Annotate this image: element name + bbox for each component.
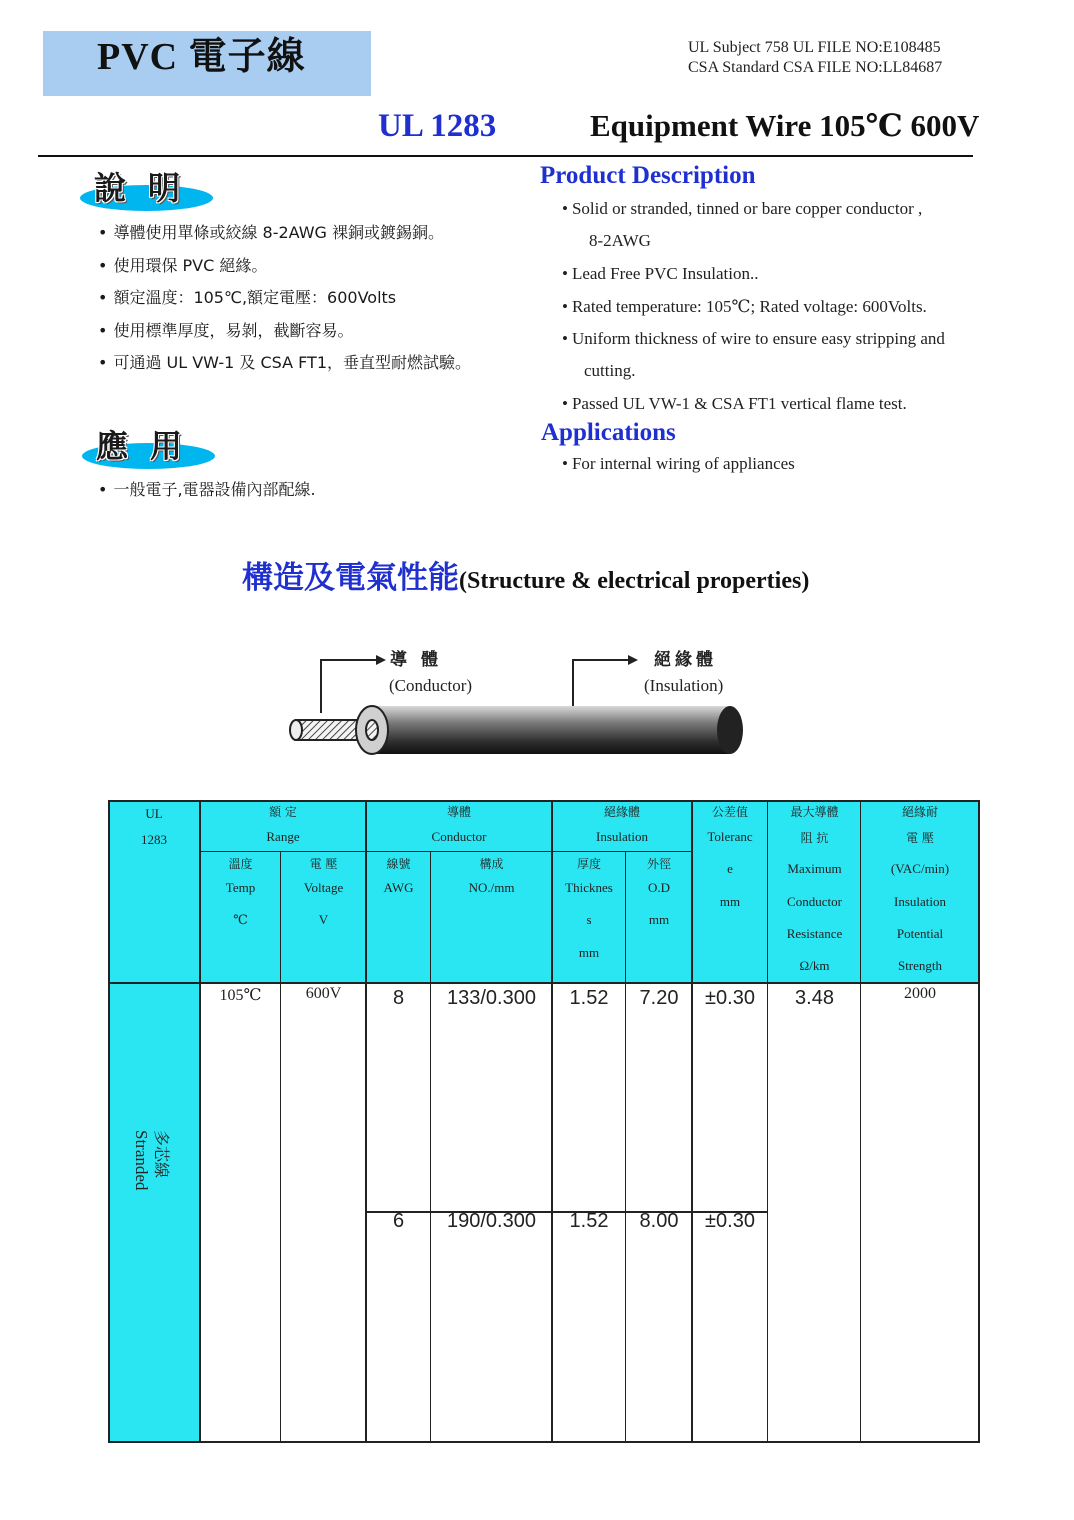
od-header-zh: 外徑 [646, 857, 671, 871]
table-divider [551, 800, 553, 1443]
list-item: • 可通過 UL VW-1 及 CSA FT1，垂直型耐燃試驗。 [98, 347, 471, 380]
insulation-label-en: (Insulation) [644, 676, 724, 695]
conductor-label-zh: 導體 [390, 650, 452, 670]
temp-value: 105℃ [219, 987, 262, 1004]
od-header-en: O.D [647, 880, 671, 895]
description-en-list [562, 388, 907, 421]
conductor-header-en: Conductor [431, 829, 487, 844]
awg-value: 8 [392, 987, 405, 1009]
temp-header-en: Temp [225, 880, 256, 895]
application-badge [82, 421, 215, 471]
rated-header-zh: 額 定 [269, 805, 297, 819]
resistance-header-zh: 最大導體 [790, 805, 839, 819]
voltage-header-en: Voltage [303, 880, 344, 895]
test-voltage-header-zh: 絕緣耐 [901, 805, 938, 819]
thickness-value: 1.52 [569, 987, 609, 1009]
list-item: • 導體使用單條或絞線 8-2AWG 裸銅或鍍錫銅。 [98, 217, 471, 250]
table-divider [430, 851, 431, 1443]
ul-file-number: UL Subject 758 UL FILE NO:E108485 [688, 39, 941, 56]
table-divider [199, 800, 201, 1443]
table-divider [625, 851, 626, 1443]
voltage-value: 600V [305, 985, 342, 1002]
tolerance-header-en: Toleranc [707, 829, 753, 844]
insulation-header-en: Insulation [596, 829, 648, 844]
csa-file-number: CSA Standard CSA FILE NO:LL84687 [688, 59, 943, 76]
product-description-heading: Product Description [540, 162, 756, 189]
description-en-list [562, 258, 945, 356]
list-item: • For internal wiring of appliances [562, 448, 795, 481]
thickness-header-zh: 厚度 [576, 857, 601, 871]
tolerance-value: ±0.30 [705, 1210, 755, 1232]
wire-type-zh: 多芯線 [152, 1130, 171, 1179]
list-item-continuation: cutting. [584, 361, 636, 380]
awg-header-en: AWG [383, 880, 414, 895]
application-zh-list [98, 474, 316, 507]
table-border [108, 800, 980, 802]
test-voltage-unit: (VAC/min) [890, 861, 950, 876]
test-voltage-header-en-3: Strength [897, 958, 943, 973]
list-item-continuation: 8-2AWG [589, 231, 651, 250]
test-voltage-header-en-2: Potential [896, 926, 944, 941]
title-box [43, 31, 371, 96]
ul-number: 1283 [141, 832, 167, 847]
badge-label: 應用 [96, 427, 205, 465]
structure-heading [242, 552, 809, 597]
insulation-label-zh: 絕緣體 [654, 650, 717, 670]
resistance-header-en-3: Resistance [786, 926, 843, 941]
thickness-value: 1.52 [569, 1210, 609, 1232]
composition-header-en: NO./mm [468, 880, 515, 895]
ul-number: UL 1283 [378, 108, 497, 144]
composition-value: 133/0.300 [447, 987, 536, 1009]
list-item: • Uniform thickness of wire to ensure easy stripping and [562, 323, 945, 356]
insulation-jacket [356, 706, 743, 754]
list-item: • Lead Free PVC Insulation.. [562, 258, 945, 291]
resistance-header-en: Maximum [787, 861, 842, 876]
wire-type-en: Stranded [132, 1130, 151, 1191]
table-divider [108, 982, 980, 984]
conductor-header-zh: 導體 [446, 805, 471, 819]
resistance-header-en-2: Conductor [787, 894, 842, 909]
table-divider [200, 851, 692, 852]
product-title: Equipment Wire 105℃ 600V [590, 108, 980, 143]
resistance-value: 3.48 [795, 987, 834, 1009]
thickness-header-en-2: s [586, 912, 592, 927]
wire-type-label [134, 1130, 174, 1280]
voltage-unit: V [318, 912, 329, 927]
resistance-header-zh-2: 阻 抗 [800, 831, 829, 845]
ul-label: UL [145, 806, 163, 821]
applications-heading: Applications [541, 419, 676, 446]
awg-header-zh: 線號 [386, 857, 411, 871]
od-unit: mm [648, 912, 670, 927]
insulation-header-zh: 絕緣體 [603, 805, 640, 819]
list-item: • 額定溫度：105℃,額定電壓：600Volts [98, 282, 471, 315]
list-item: • Rated temperature: 105℃; Rated voltage: 600Volts. [562, 291, 945, 324]
conductor-label-en: (Conductor) [389, 676, 473, 695]
voltage-header-zh: 電 壓 [309, 857, 338, 871]
thickness-header-en: Thicknes [565, 880, 613, 895]
thickness-unit: mm [578, 945, 600, 960]
description-badge [80, 163, 213, 213]
description-zh-list [98, 217, 471, 380]
structure-heading-en: (Structure & electrical properties) [459, 568, 810, 594]
tolerance-value: ±0.30 [705, 987, 755, 1009]
badge-label: 說明 [94, 169, 203, 207]
tolerance-unit: mm [719, 894, 741, 909]
table-divider [365, 800, 367, 1443]
structure-heading-zh: 構造及電氣性能 [242, 560, 459, 596]
awg-value: 6 [392, 1210, 405, 1232]
conductor-arrow [321, 655, 386, 713]
rated-header-en: Range [266, 829, 300, 844]
tolerance-header-en-2: e [727, 861, 733, 876]
od-value: 7.20 [639, 987, 679, 1009]
table-border [108, 800, 110, 1443]
list-item: • Solid or stranded, tinned or bare copper conductor , [562, 193, 922, 226]
table-border [108, 1441, 980, 1443]
temp-unit: ℃ [233, 912, 248, 927]
description-en-list [562, 193, 922, 226]
applications-en-list [562, 448, 795, 481]
list-item: • Passed UL VW-1 & CSA FT1 vertical flame test. [562, 388, 907, 421]
test-voltage-value: 2000 [904, 985, 936, 1002]
od-value: 8.00 [639, 1210, 679, 1232]
test-voltage-header-zh-2: 電 壓 [906, 831, 934, 845]
composition-header-zh: 構成 [479, 857, 504, 871]
insulation-arrow [573, 655, 638, 706]
list-item: • 一般電子,電器設備內部配線. [98, 474, 316, 507]
header-divider [38, 155, 973, 157]
composition-value: 190/0.300 [447, 1210, 536, 1232]
list-item: • 使用標準厚度，易剝，截斷容易。 [98, 315, 471, 348]
spec-table [108, 800, 980, 1443]
table-divider [280, 851, 281, 1443]
test-voltage-header-en: Insulation [894, 894, 946, 909]
temp-header-zh: 溫度 [228, 857, 253, 871]
page-title: PVC 電子線 [97, 36, 306, 78]
tolerance-header-zh: 公差值 [711, 805, 748, 819]
resistance-unit: Ω/km [799, 958, 830, 973]
list-item: • 使用環保 PVC 絕緣。 [98, 250, 471, 283]
